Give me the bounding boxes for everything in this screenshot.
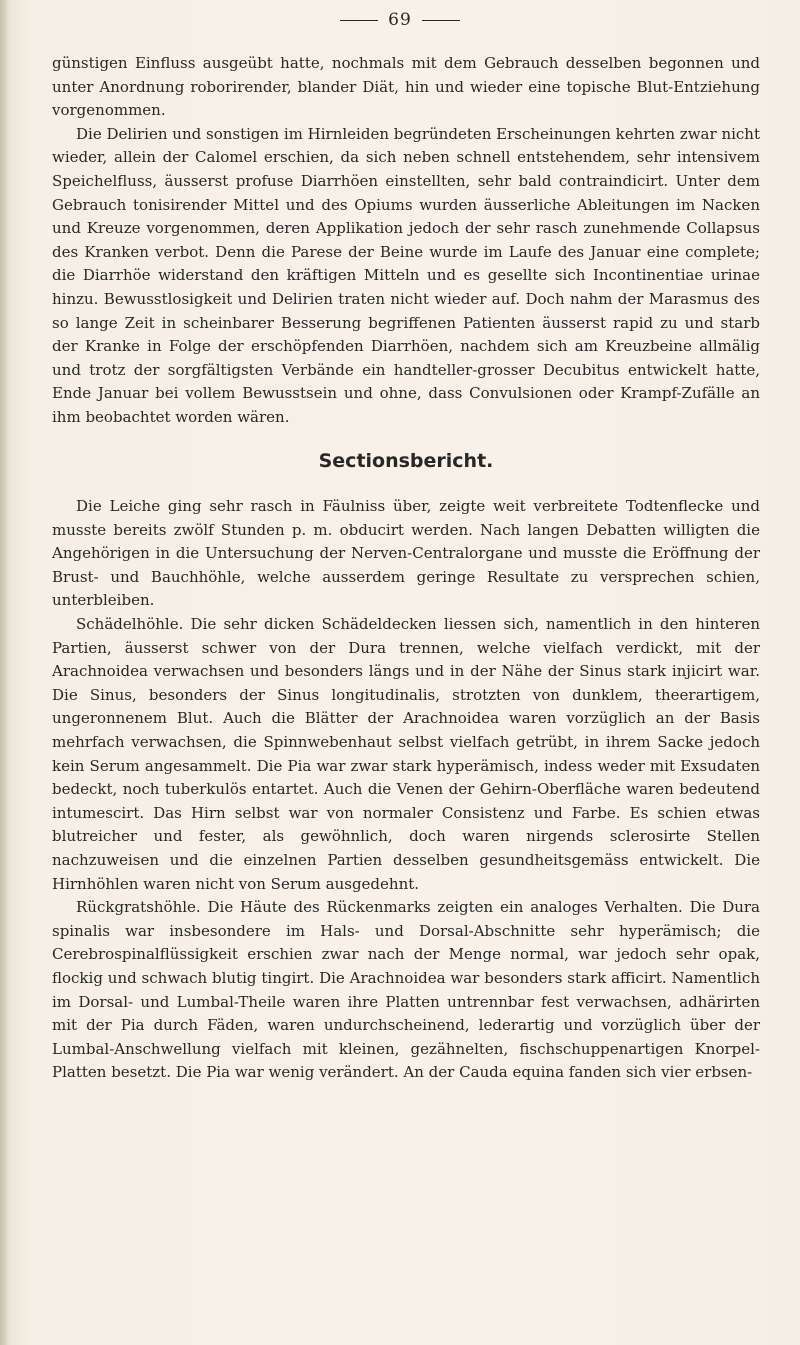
paragraph: Die Delirien und sonstigen im Hirnleiden begründeten Erscheinungen kehrten zwar nicht wieder, allein der Calomel erschien, da sich neben schnell entstehendem, sehr intensivem Speichelfluss, äusserst profuse Diarrhöen einstellten, sehr bald contraindicirt. Unter dem Gebrauch tonisirender Mittel und des Opiums wurden äusserliche Ableitungen im Nacken und Kreuze vorgenommen, deren Applikation jedoch der sehr rasch zunehmende Collapsus des Kranken verbot. Denn die Parese der Beine wurde im Laufe des Januar eine complete; die Diarrhöe widerstand den kräftigen Mitteln und es gesellte sich Incontinentiae urinae hinzu. Bewusstlosigkeit und Delirien traten nicht wieder auf. Doch nahm der Marasmus des so lange Zeit in scheinbarer Besserung begriffenen Patienten äusserst rapid zu und starb der Kranke in Folge der erschöpfenden Diarrhöen, nachdem sich am Kreuzbeine allmälig und trotz der sorgfältigsten Verbände ein handteller-grosser Decubitus entwickelt hatte, Ende Januar bei vollem Bewusstsein und ohne, dass Convulsionen oder Krampf-Zufälle an ihm beobachtet worden wären. <box>52 124 760 426</box>
page-gutter-shadow <box>0 0 8 1345</box>
dash-left <box>340 20 378 21</box>
paragraph: Rückgratshöhle. Die Häute des Rückenmarks zeigten ein analoges Verhalten. Die Dura spinalis war insbesondere im Hals- und Dorsal-Abschnitte sehr hyperämisch; die Cerebrospinalflüssigkeit erschien zwar nach der Menge normal, war jedoch sehr opak, flockig und schwach blutig tingirt. Die Arachnoidea war besonders stark afficirt. Namentlich im Dorsal- und Lumbal-Theile waren ihre Platten untrennbar fest verwachsen, adhärirten mit der Pia durch Fäden, waren undurchscheinend, lederartig und vorzüglich über der Lumbal-Anschwellung vielfach mit kleinen, gezähnelten, fischschuppenartigen Knorpel-Platten besetzt. Die Pia war wenig verändert. An der Cauda equina fanden sich vier erbsen- <box>52 898 760 1082</box>
paragraph: Schädelhöhle. Die sehr dicken Schädeldecken liessen sich, namentlich in den hinteren Partien, äusserst schwer von der Dura trennen, welche vielfach verdickt, mit der Arachnoidea verwachsen und besonders längs und in der Nähe der Sinus stark injicirt war. Die Sinus, besonders der Sinus longitudinalis, strotzten von dunklem, theerartigem, ungeronnenem Blut. Auch die Blätter der Arachnoidea waren vorzüglich an der Basis mehrfach verwachsen, die Spinnwebenhaut selbst vielfach getrübt, in ihrem Sacke jedoch kein Serum angesammelt. Die Pia war zwar stark hyperämisch, indess weder mit Exsudaten bedeckt, noch tuberkulös entartet. Auch die Venen der Gehirn-Oberfläche waren bedeutend intumescirt. Das Hirn selbst war von normaler Consistenz und Farbe. Es schien etwas blutreicher und fester, als gewöhnlich, doch waren nirgends sclerosirte Stellen nachzuweisen und die einzelnen Partien desselben gesundheitsgemäss entwickelt. Die Hirnhöhlen waren nicht von Serum ausgedehnt. <box>52 615 760 893</box>
page-number-header <box>0 10 800 30</box>
section-heading: Sectionsbericht. <box>318 449 494 472</box>
dash-right <box>422 20 460 21</box>
paragraph: Die Leiche ging sehr rasch in Fäulniss über, zeigte weit verbreitete Todtenflecke und musste bereits zwölf Stunden p. m. obducirt werden. Nach langen Debatten willigten die Angehörigen in die Untersuchung der Nerven-Centralorgane und musste die Eröffnung der Brust- und Bauchhöhle, welche ausserdem geringe Resultate zu versprechen schien, unterbleiben. <box>52 497 760 610</box>
page-number: 69 <box>388 10 412 30</box>
paragraph: günstigen Einfluss ausgeübt hatte, nochmals mit dem Gebrauch desselben begonnen und unter Anordnung roborirender, blander Diät, hin und wieder eine topische Blut-Entziehung vorgenommen. <box>52 54 760 120</box>
body-text <box>52 52 760 1085</box>
